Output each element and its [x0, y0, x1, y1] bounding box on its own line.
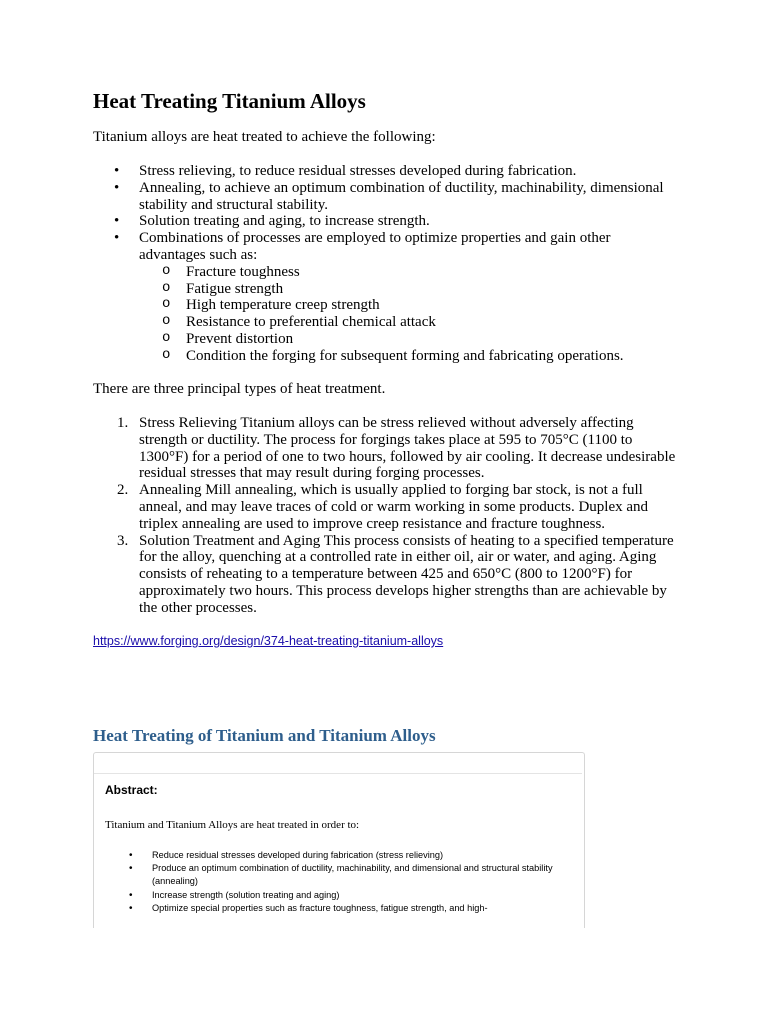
numbered-item [93, 533, 678, 617]
item-text: Stress Relieving Titanium alloys can be stress relieved without adversely affecting strength or ductility. The process for forgings takes place at 595 to 705°C (1100 to 1300°F) for a period of one to two hours, followed by air cooling. It decrease undesirable residual stresses that may result during forging processes. [139, 415, 676, 482]
abstract-box [93, 752, 585, 928]
abstract-label: Abstract: [105, 783, 158, 797]
abstract-list-item: • Produce an optimum combination of ductility, machinability, and dimensional and structural stability (annealing) [94, 862, 564, 888]
section-title: Heat Treating of Titanium and Titanium Alloys [93, 726, 436, 745]
sublist-item: o Resistance to preferential chemical attack [139, 314, 678, 331]
numbered-item [93, 482, 678, 532]
sublist-item: o Fracture toughness [139, 264, 678, 281]
list-item: • Annealing, to achieve an optimum combination of ductility, machinability, dimensional stability and structural stability. [93, 180, 678, 214]
item-number: 2. [117, 482, 129, 499]
sublist-item: o Condition the forging for subsequent forming and fabricating operations. [139, 348, 678, 365]
abstract-list-item: • Increase strength (solution treating and aging) [94, 889, 564, 902]
intro-text: Titanium alloys are heat treated to achieve the following: [93, 129, 436, 145]
page-title: Heat Treating Titanium Alloys [93, 89, 366, 113]
item-text: Solution Treatment and Aging This process consists of heating to a specified temperature for the alloy, quenching at a controlled rate in either oil, air or water, and aging. Aging consists of reheating to a temperature between 425 and 650°C (800 to 1200°F) for approximately two hours. This process develops higher strengths than are achievable by the other processes. [139, 532, 674, 616]
abstract-list-item: • Reduce residual stresses developed during fabrication (stress relieving) [94, 849, 564, 862]
item-number: 3. [117, 532, 129, 549]
item-number: 1. [117, 415, 129, 431]
heat-treatment-types-list [93, 415, 678, 617]
sublist-item: o Prevent distortion [139, 331, 678, 348]
item-text: Annealing Mill annealing, which is usually applied to forging bar stock, is not a full anneal, and may leave traces of cold or warm working in some products. Duplex and triplex annealing are used to improve creep resistance and fracture toughness. [139, 482, 649, 532]
advantages-sublist [139, 264, 678, 365]
abstract-text: Titanium and Titanium Alloys are heat treated in order to: [105, 819, 360, 831]
list-item [93, 230, 678, 364]
benefits-list [93, 163, 678, 365]
sublist-item: o Fatigue strength [139, 281, 678, 298]
abstract-list [94, 849, 564, 915]
abstract-list-item: • Optimize special properties such as fracture toughness, fatigue strength, and high- [94, 902, 564, 915]
sublist-item: o High temperature creep strength [139, 297, 678, 314]
list-item: • Stress relieving, to reduce residual stresses developed during fabrication. [93, 163, 678, 180]
list-item: • Solution treating and aging, to increase strength. [93, 213, 678, 230]
principal-types-intro: There are three principal types of heat treatment. [93, 381, 386, 397]
source-link[interactable]: https://www.forging.org/design/374-heat-treating-titanium-alloys [93, 634, 444, 648]
numbered-item [93, 415, 678, 482]
list-item-text: Combinations of processes are employed to optimize properties and gain other advantages such as: [139, 230, 611, 263]
